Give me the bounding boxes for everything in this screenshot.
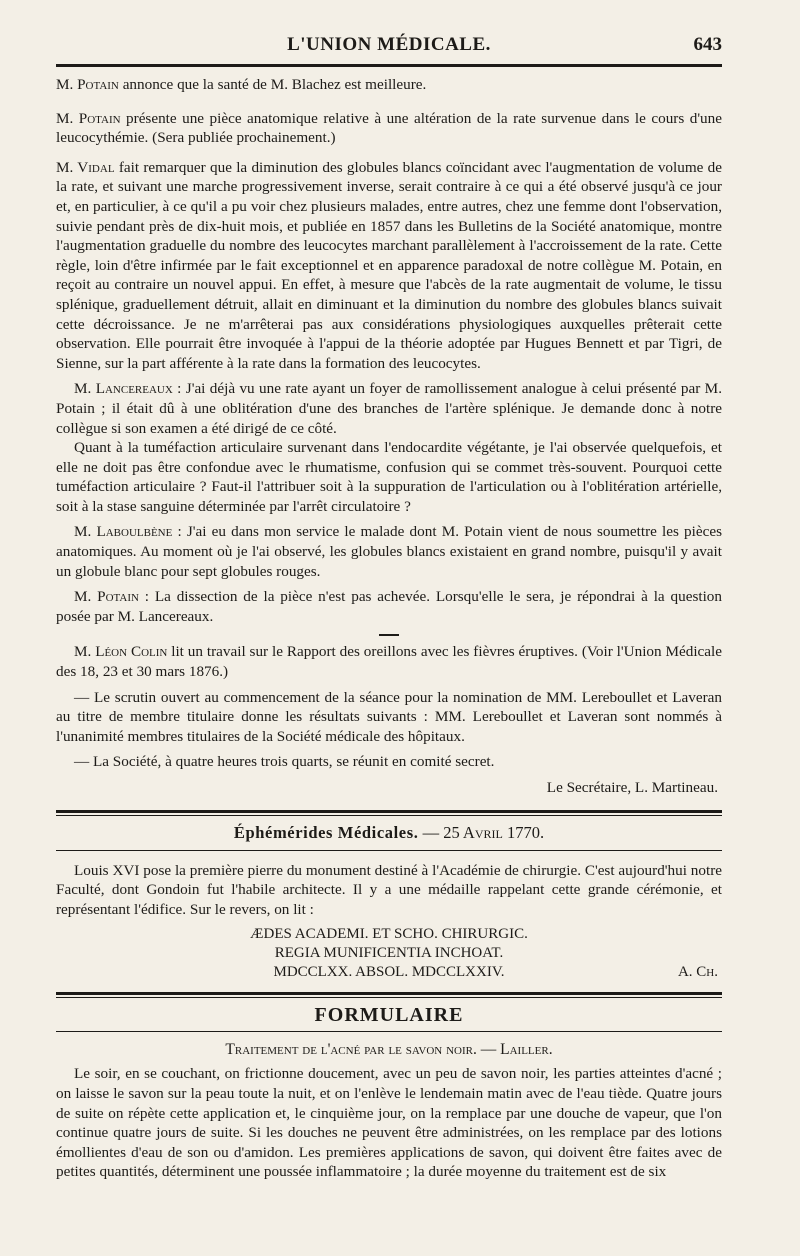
speaker: M. Lancereaux [74,380,173,398]
paragraph-text: fait remarquer que la diminution des globules blancs coïncidant avec l'augmentation de volume de la rate, et suivant une marche progressivement inverse, serait contraire à ce qui a été observé jusqu'à ce jour et, en particulier, à ce qu'il a pu voir chez plusieurs malades, entre autres, chez une femme dont l'observation, suivie pendant près de dix-huit mois, et publiée en 1857 dans les Bulletins de la Société anatomique, montre l'augmentation graduelle du nombre des leucocytes marchant parallèlement à l'accroissement de la rate. Cette règle, loin d'être infirmée par le fait exceptionnel et en apparence paradoxal de notre collègue M. Potain, en reçoit au contraire un nouvel appui. En effet, à mesure que l'abcès de la rate augmentait de volume, le tissu splénique, graduellement détruit, allait en diminuant et la diminution du nombre des globules blancs suivait cette décroissance. Je ne m'arrêterai pas aux considérations physiologiques auxquelles prêterait cette observation. Elle pourrait être invoquée à l'appui de la théorie adoptée par Hugues Bennett et par Tigri, de Sienne, sur la part afférente à la rate dans la formation des leucocytes. [56,158,722,372]
page-number: 643 [693,34,722,55]
speaker: M. Potain [56,109,121,127]
paragraph-colin [56,642,722,681]
inscription-line-3: MDCCLXX. ABSOL. MDCCLXXIV. [273,964,505,981]
speaker: M. Potain [74,588,139,606]
paragraph-laboulbene [56,522,722,581]
paragraph-scrutin [56,688,722,747]
ephemerides-heading [56,822,722,844]
signature: Le Secrétaire, L. Martineau. [546,779,718,796]
ephemerides-rule [56,810,722,816]
speaker: M. Vidal [56,158,115,176]
inscription-line-3-row [56,963,722,982]
formulaire-rule [56,992,722,998]
ephemerides-date: — 25 Avril 1770. [418,822,545,842]
paragraph-comite [56,752,722,772]
paragraph-tumefaction [56,438,722,516]
author-initials: A. Ch. [677,964,718,981]
formulaire-underline [56,1031,722,1032]
paragraph-lancereaux [56,379,722,438]
speaker: M. Laboulbène [74,523,173,541]
paragraph-text: Quant à la tuméfaction articulaire survenant dans l'endocardite végétante, je l'ai observée quelquefois, et elle ne doit pas être confondue avec le rhumatisme, confusion qui se commet très-souvent. Pourquoi cette tuméfaction articulaire ? Faut-il l'attribuer soit à la suppuration de l'articulation ou à l'oblitération artérielle, soit à la stase sanguine déterminée par l'arrêt circulatoire ? [56,439,722,515]
speaker: M. Potain [56,76,119,93]
section-divider [379,634,399,636]
paragraph-text: lit un travail sur le Rapport des oreillons avec les fièvres éruptives. (Voir l'Union Médicale des 18, 23 et 30 mars 1876.) [56,643,722,681]
paragraph-potain-1 [56,75,722,95]
paragraph-text: : J'ai eu dans mon service le malade dont M. Potain vient de nous soumettre les pièces anatomiques. Au moment où je l'ai observé, les globules blancs existaient en grand nombre, puisqu'il y avait un globule blanc pour sept globules rouges. [56,523,722,580]
paragraph-text: : La dissection de la pièce n'est pas achevée. Lorsqu'elle le sera, je répondrai à la question posée par M. Lancereaux. [56,588,722,625]
formulaire-subtitle: Traitement de l'acné par le savon noir. — Lailler. [225,1041,553,1059]
paragraph-text: annonce que la santé de M. Blachez est meilleure. [118,76,427,93]
paragraph-text: présente une pièce anatomique relative à une altération de la rate survenue dans le cours d'une leucocythémie. (Sera publiée prochainement.) [56,109,722,147]
page-header [56,26,722,60]
running-title: L'UNION MÉDICALE. [287,34,491,55]
formulaire-title: FORMULAIRE [314,1004,464,1027]
paragraph-text: — La Société, à quatre heures trois quarts, se réunit en comité secret. [74,753,495,771]
speaker: M. Léon Colin [74,643,168,661]
paragraph-potain-3 [56,587,722,626]
paragraph-text: : J'ai déjà vu une rate ayant un foyer de ramollissement analogue à celui présenté par M. Potain ; il était dû à une oblitération d'une des branches de l'artère splénique. Je demande donc à notre collègue si son examen a été dirigé de ce côté. [56,380,722,437]
ephemerides-underline [56,850,722,851]
paragraph-vidal [56,158,722,374]
ephemerides-title: Éphémérides Médicales. [233,822,419,842]
paragraph-text: — Le scrutin ouvert au commencement de la séance pour la nomination de MM. Lereboullet et Laveran au titre de membre titulaire donne les résultats suivants : MM. Lereboullet et Laveran sont nommés à l'unanimité membres titulaires de la Société médicale des hôpitaux. [56,688,722,745]
inscription-line-2: REGIA MUNIFICENTIA INCHOAT. [274,945,504,962]
paragraph-potain-2 [56,109,722,148]
formulaire-text: Le soir, en se couchant, on frictionne doucement, avec un peu de savon noir, les parties atteintes d'acné ; on laisse le savon sur la peau toute la nuit, et on l'enlève le lendemain matin avec de l'eau tiède. Quatre jours de suite on répète cette application et, le cinquième jour, on la remplace par une douche de vapeur, que l'on continue quatre jours de suite. Si les douches ne peuvent être administrées, on les remplace par des lotions émollientes d'eau de son ou d'amidon. Les premières applications de savon, qui doivent être faites avec de petites quantités, déterminent une poussée inflammatoire ; la durée moyenne du traitement est de six [56,1065,722,1181]
ephemerides-text: Louis XVI pose la première pierre du monument destiné à l'Académie de chirurgie. C'est aujourd'hui notre Faculté, dont Gondoin fut l'habile architecte. Il y a une médaille rappelant cette grande cérémonie, et représentant l'édifice. Sur le revers, on lit : [56,861,722,918]
inscription-line-1: ÆDES ACADEMI. ET SCHO. CHIRURGIC. [250,926,528,943]
